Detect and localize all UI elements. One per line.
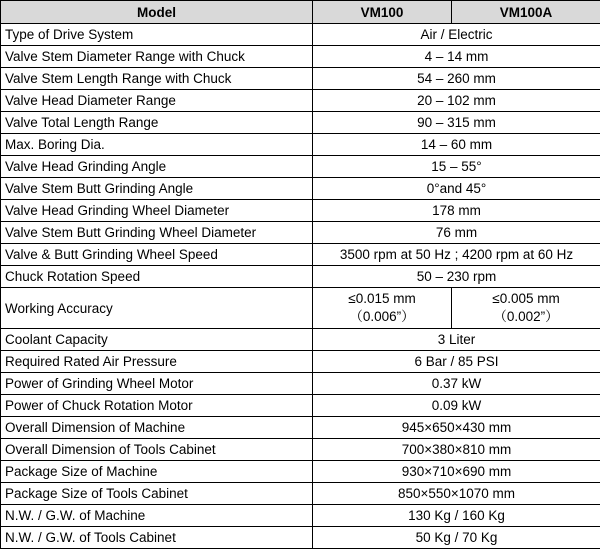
accuracy-label: Working Accuracy [1,288,313,329]
row-label: Valve Head Diameter Range [1,90,313,112]
row-label: Overall Dimension of Machine [1,417,313,439]
accuracy-row [1,288,600,329]
row-label: Package Size of Machine [1,461,313,483]
row-value: 850×550×1070 mm [313,483,600,505]
table-row [1,134,600,156]
table-row [1,244,600,266]
row-label: Valve Total Length Range [1,112,313,134]
header-vm100a: VM100A [452,1,600,24]
row-value: 20 – 102 mm [313,90,600,112]
table-row [1,461,600,483]
row-label: Overall Dimension of Tools Cabinet [1,439,313,461]
table-row [1,46,600,68]
table-row [1,200,600,222]
row-label: Max. Boring Dia. [1,134,313,156]
table-row [1,156,600,178]
table-row [1,439,600,461]
row-value: 6 Bar / 85 PSI [313,351,600,373]
row-value: 3 Liter [313,329,600,351]
table-row [1,222,600,244]
row-label: Type of Drive System [1,24,313,46]
row-label: Required Rated Air Pressure [1,351,313,373]
row-label: Power of Grinding Wheel Motor [1,373,313,395]
row-value: 4 – 14 mm [313,46,600,68]
row-value: 930×710×690 mm [313,461,600,483]
table-row [1,351,600,373]
table-row [1,112,600,134]
row-label: N.W. / G.W. of Tools Cabinet [1,527,313,549]
table-row [1,178,600,200]
accuracy-vm100-inch: （0.006”） [349,309,415,324]
row-value: 700×380×810 mm [313,439,600,461]
row-label: N.W. / G.W. of Machine [1,505,313,527]
header-row [1,1,600,24]
row-value: 76 mm [313,222,600,244]
row-value: 3500 rpm at 50 Hz ; 4200 rpm at 60 Hz [313,244,600,266]
row-label: Valve Stem Butt Grinding Wheel Diameter [1,222,313,244]
table-row [1,505,600,527]
table-row [1,417,600,439]
row-value: 945×650×430 mm [313,417,600,439]
row-value: 54 – 260 mm [313,68,600,90]
accuracy-vm100-value: ≤0.015 mm [348,291,416,306]
accuracy-vm100a [452,288,600,329]
row-label: Chuck Rotation Speed [1,266,313,288]
accuracy-vm100a-inch: （0.002”） [493,309,559,324]
table-row [1,90,600,112]
row-label: Package Size of Tools Cabinet [1,483,313,505]
table-row [1,24,600,46]
row-label: Valve & Butt Grinding Wheel Speed [1,244,313,266]
table-row [1,527,600,549]
row-value: 15 – 55° [313,156,600,178]
table-row [1,329,600,351]
row-value: 0°and 45° [313,178,600,200]
header-model: Model [1,1,313,24]
row-label: Power of Chuck Rotation Motor [1,395,313,417]
table-row [1,395,600,417]
header-vm100: VM100 [313,1,452,24]
row-value: 0.09 kW [313,395,600,417]
row-value: 90 – 315 mm [313,112,600,134]
row-label: Valve Stem Length Range with Chuck [1,68,313,90]
row-label: Valve Head Grinding Wheel Diameter [1,200,313,222]
row-value: 130 Kg / 160 Kg [313,505,600,527]
row-label: Coolant Capacity [1,329,313,351]
table-row [1,373,600,395]
accuracy-vm100a-value: ≤0.005 mm [492,291,560,306]
row-value: 178 mm [313,200,600,222]
row-value: 50 Kg / 70 Kg [313,527,600,549]
row-value: 14 – 60 mm [313,134,600,156]
row-label: Valve Head Grinding Angle [1,156,313,178]
row-label: Valve Stem Diameter Range with Chuck [1,46,313,68]
row-label: Valve Stem Butt Grinding Angle [1,178,313,200]
table-row [1,266,600,288]
table-row [1,483,600,505]
row-value: 50 – 230 rpm [313,266,600,288]
row-value: Air / Electric [313,24,600,46]
table-row [1,68,600,90]
accuracy-vm100 [313,288,452,329]
row-value: 0.37 kW [313,373,600,395]
